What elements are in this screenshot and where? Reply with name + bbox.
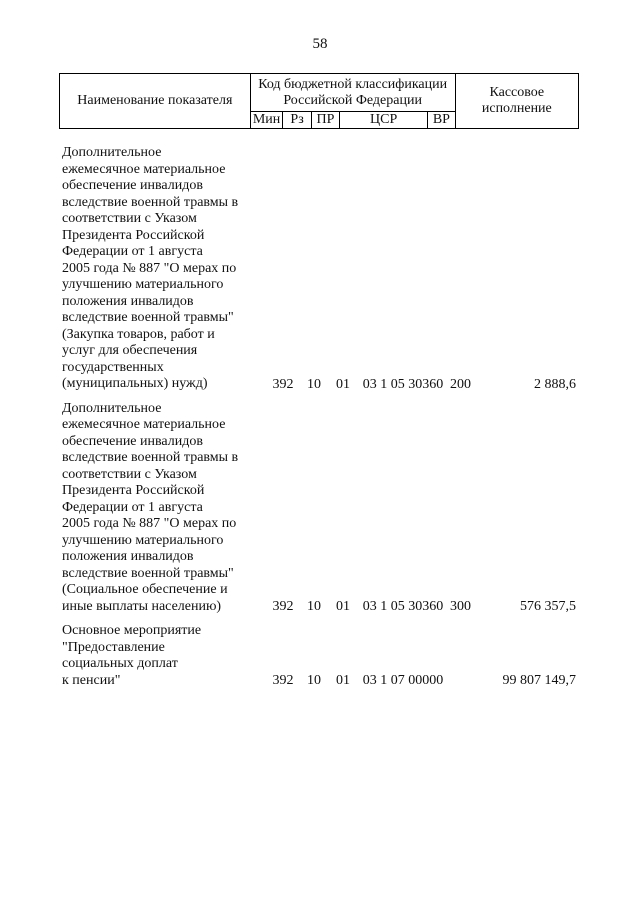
table-row (59, 623, 579, 689)
header-code-group: Код бюджетной классификации Российской Федерации (250, 74, 455, 112)
row-csr: 03 1 05 30360 (362, 599, 444, 614)
row-vr: 200 (450, 376, 471, 392)
row-min: 392 (272, 376, 294, 392)
row-pr: 01 (336, 673, 350, 688)
table-row (59, 145, 579, 393)
header-amount-col: Кассовое исполнение (455, 74, 578, 129)
row-min: 392 (272, 599, 294, 614)
row-min: 392 (272, 673, 294, 688)
header-rz: Рз (283, 112, 311, 129)
header-name-col: Наименование показателя (60, 74, 251, 129)
row-csr: 03 1 05 30360 (362, 376, 444, 392)
row-amount: 2 888,6 (534, 376, 576, 392)
row-name: Основное мероприятие "Предоставление социальных доплат к пенсии" (62, 623, 202, 688)
row-codes (59, 672, 579, 689)
row-pr: 01 (336, 376, 350, 392)
row-rz: 10 (307, 376, 321, 392)
row-name: Дополнительное ежемесячное материальное обеспечение инвалидов вследствие военной травмы в соответствии с Указом Президента Российской Федерации от 1 августа 2005 года № 887 "О мерах по улучшению материального положения инвалидов вследствие военной травмы" (Закупка товаров, работ и услуг для обеспечения государственных (муниципальных) нужд) (62, 145, 239, 391)
row-amount: 576 357,5 (520, 599, 576, 614)
row-csr: 03 1 07 00000 (362, 673, 444, 688)
row-codes (59, 598, 579, 615)
header-csr: ЦСР (340, 112, 428, 129)
row-vr: 300 (450, 599, 471, 614)
row-pr: 01 (336, 599, 350, 614)
header-min: Мин (250, 112, 283, 129)
row-name: Дополнительное ежемесячное материальное обеспечение инвалидов вследствие военной травмы в соответствии с Указом Президента Российской Федерации от 1 августа 2005 года № 887 "О мерах по улучшению материального положения инвалидов вследствие военной травмы" (Социальное обеспечение и иные выплаты населению) (62, 400, 239, 614)
table-header (59, 73, 579, 129)
table-row (59, 401, 579, 616)
header-pr: ПР (311, 112, 340, 129)
row-amount: 99 807 149,7 (502, 673, 576, 688)
row-codes (59, 376, 579, 393)
table-body (59, 145, 579, 689)
page-number: 58 (312, 36, 328, 52)
row-rz: 10 (307, 673, 321, 688)
row-rz: 10 (307, 599, 321, 614)
header-vr: ВР (428, 112, 456, 129)
